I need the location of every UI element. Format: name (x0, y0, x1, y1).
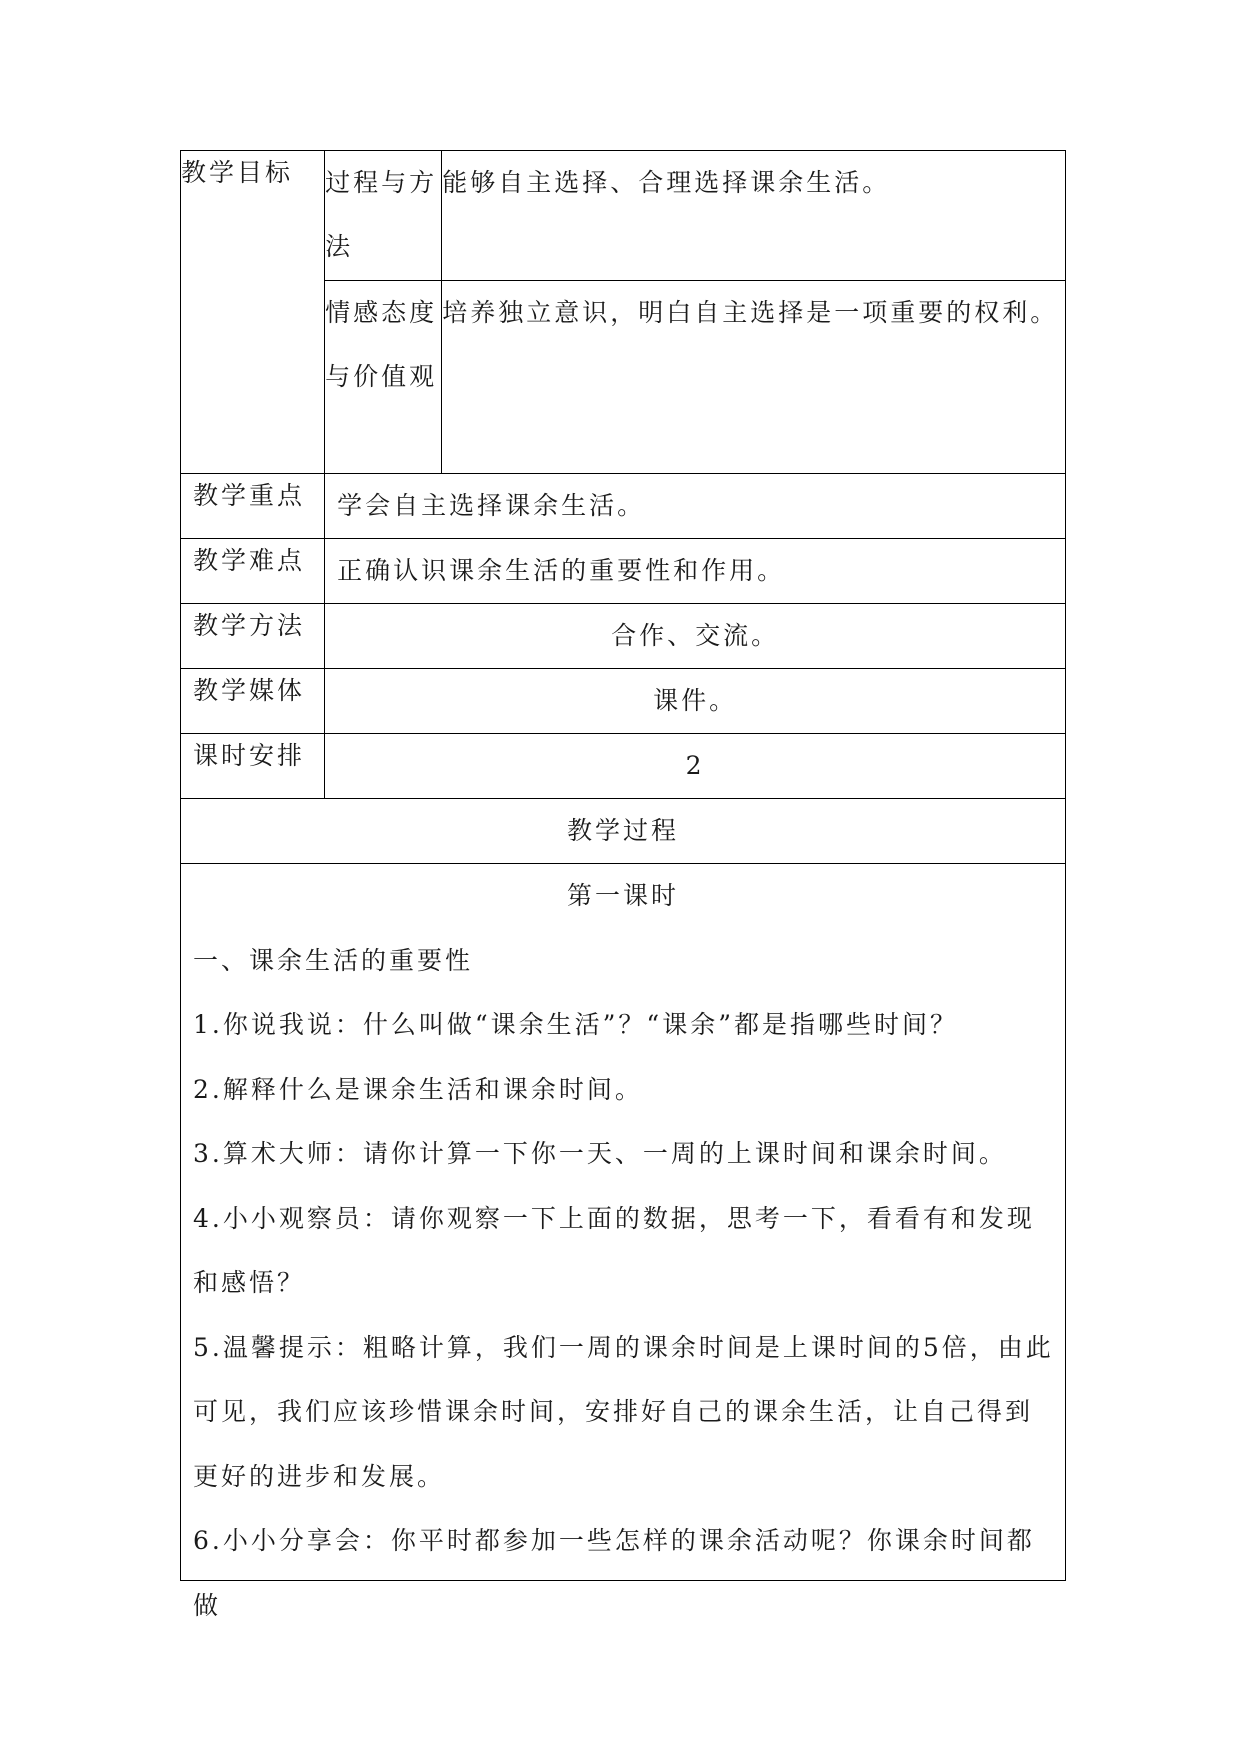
difficulty-label: 教学难点 (181, 539, 325, 604)
lesson-title: 第一课时 (566, 881, 679, 910)
hours-label: 课时安排 (181, 734, 325, 799)
process-item-5: 5.温馨提示：粗略计算，我们一周的课余时间是上课时间的5倍，由此可见，我们应该珍惜课余时间，安排好自己的课余生活，让自己得到更好的进步和发展。 (193, 1332, 1054, 1491)
key-point-row (181, 474, 1066, 539)
process-item-4: 4.小小观察员：请你观察一下上面的数据，思考一下，看看有和发现和感悟？ (193, 1203, 1035, 1297)
key-point-label: 教学重点 (181, 474, 325, 539)
difficulty-text: 正确认识课余生活的重要性和作用。 (325, 539, 1066, 604)
process-body (181, 864, 1066, 1620)
goal-process-row (181, 151, 1066, 281)
process-body-row (181, 864, 1066, 1581)
hours-row (181, 734, 1066, 799)
process-content (181, 864, 1065, 1620)
method-row (181, 604, 1066, 669)
process-item-3: 3.算术大师：请你计算一下你一天、一周的上课时间和课余时间。 (193, 1139, 1007, 1168)
process-header-row (181, 799, 1066, 864)
media-label: 教学媒体 (181, 669, 325, 734)
process-item-6: 6.小小分享会：你平时都参加一些怎样的课余活动呢？你课余时间都做 (193, 1526, 1035, 1620)
hours-value: 2 (325, 734, 1066, 799)
goal-emotion-text: 培养独立意识，明白自主选择是一项重要的权利。 (442, 281, 1066, 474)
goal-process-label: 过程与方法 (325, 151, 442, 281)
media-row (181, 669, 1066, 734)
process-item-1: 1.你说我说：什么叫做“课余生活”？“课余”都是指哪些时间？ (193, 1010, 958, 1039)
lesson-plan-table (180, 150, 1066, 1620)
process-header: 教学过程 (181, 799, 1066, 864)
method-label: 教学方法 (181, 604, 325, 669)
key-point-text: 学会自主选择课余生活。 (325, 474, 1066, 539)
difficulty-row (181, 539, 1066, 604)
goal-emotion-label: 情感态度与价值观 (325, 281, 442, 474)
goal-process-text: 能够自主选择、合理选择课余生活。 (442, 151, 1066, 281)
section-title: 一、课余生活的重要性 (193, 945, 474, 975)
process-item-2: 2.解释什么是课余生活和课余时间。 (193, 1074, 643, 1104)
goal-label: 教学目标 (181, 151, 325, 474)
method-text: 合作、交流。 (325, 604, 1066, 669)
media-text: 课件。 (325, 669, 1066, 734)
